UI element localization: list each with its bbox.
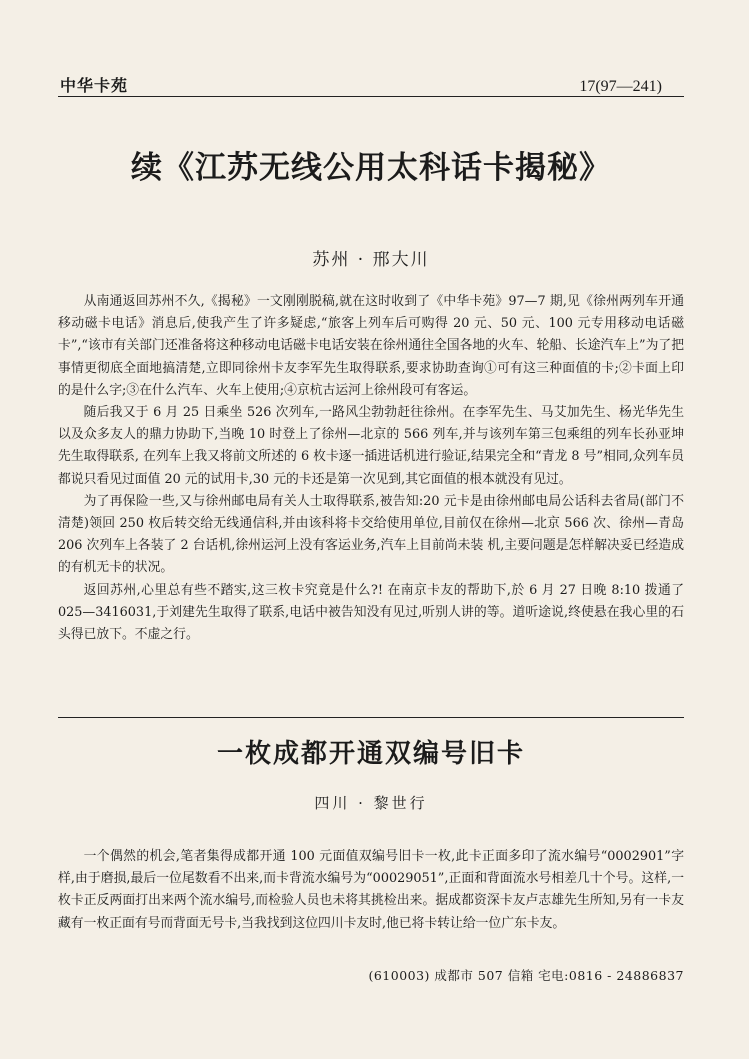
masthead [60, 74, 684, 96]
article1-body [58, 291, 684, 646]
header-rule [58, 96, 684, 97]
article1-byline: 苏州 · 邢大川 [312, 250, 430, 270]
article1-paragraph: 返回苏州,心里总有些不踏实,这三枚卡究竟是什么?! 在南京卡友的帮助下,於 6 月 27 日晚 8:10 拨通了 025—3416031,于刘建先生取得了联系,电话中被告知没有见过,听别人讲的等。道听途说,终使悬在我心里的石头得已放下。不虚之行。 [58, 582, 684, 643]
article2-paragraph: 一个偶然的机会,笔者集得成都开通 100 元面值双编号旧卡一枚,此卡正面多印了流水编号“0002901”字样,由于磨损,最后一位尾数看不出来,而卡背流水编号为“00029051”,正面和背面流水号相差几十个号。这样,一枚卡正反两面打出来两个流水编号,而检验人员也未将其挑检出来。据成都资深卡友卢志雄先生所知,另有一卡友藏有一枚正面有号而背面无号卡,当我找到这位四川卡友时,他已将卡转让给一位广东卡友。 [58, 849, 684, 931]
article2-byline: 四川 · 黎世行 [314, 794, 428, 812]
article2-body [58, 846, 684, 935]
article1-paragraph: 随后我又于 6 月 25 日乘坐 526 次列车,一路风尘勃勃赶往徐州。在李军先生、马艾加先生、杨光华先生以及众多友人的鼎力协助下,当晚 10 时登上了徐州—北京的 566 列车,并与该列车第三包乘组的列车长孙亚坤先生取得联系, 在列车上我又将前文所述的 6 枚卡逐一插进话机进行验证,结果完全和“青龙 8 号”相同,众列车员都说只看见过面值 20 元的试用卡,30 元的卡还是第一次见到,其它面值的根本就没有见过。 [58, 405, 684, 487]
article1-paragraph: 为了再保险一些,又与徐州邮电局有关人士取得联系,被告知:20 元卡是由徐州邮电局公话科去省局(部门不清楚)领回 250 枚后转交给无线通信科,并由该科将卡交给使用单位,目前仅在徐州—北京 566 次、徐州—青岛 206 次列车上各装了 2 台话机,徐州运河上没有客运业务,汽车上目前尚未装 机,主要问题是怎样解决妥已经造成的有机无卡的状况。 [58, 493, 684, 576]
issue-number: 17(97—241) [579, 78, 662, 95]
section-divider [58, 717, 684, 718]
magazine-name: 中华卡苑 [60, 76, 129, 95]
article1-paragraph: 从南通返回苏州不久,《揭秘》一文刚刚脱稿,就在这时收到了《中华卡苑》97—7 期,见《徐州两列车开通移动磁卡电话》消息后,使我产生了许多疑虑,“旅客上列车后可购得 20 元、50 元、100 元专用移动电话磁卡”,“该市有关部门还准备将这种移动电话磁卡电话安装在徐州通往全国各地的火车、轮船、长途汽车上”为了把事情更彻底全面地搞清楚,立即同徐州卡友李军先生取得联系,要求协助查询①可有这三种面值的卡;②卡面上印的是什么字;③在什么汽车、火车上使用;④京杭古运河上徐州段可有客运。 [58, 294, 684, 398]
author-address: (610003) 成都市 507 信箱 宅电:0816 - 24886837 [368, 968, 684, 983]
article1-title: 续《江苏无线公用太科话卡揭秘》 [131, 150, 611, 186]
article2-title: 一枚成都开通双编号旧卡 [216, 739, 525, 769]
